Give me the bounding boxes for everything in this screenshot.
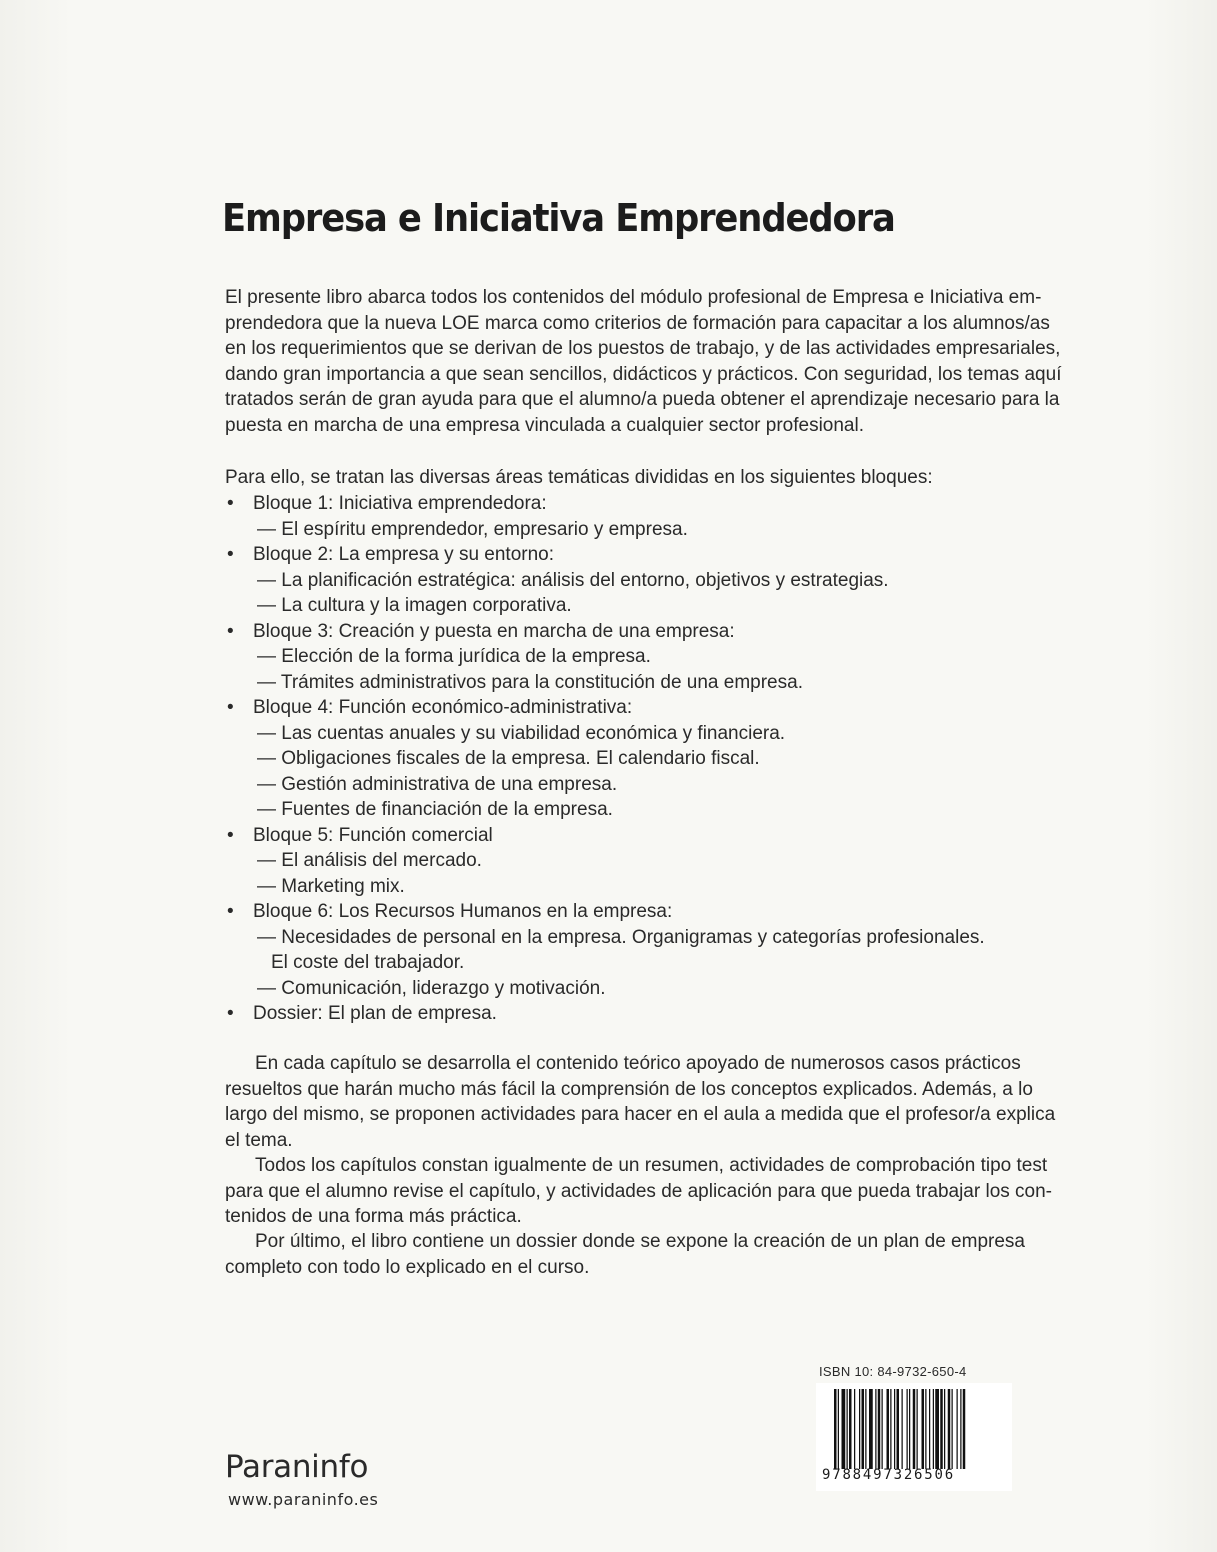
- barcode-bar: [963, 1389, 966, 1469]
- block-subitem: — Las cuentas anuales y su viabilidad económica y financiera.: [257, 722, 786, 744]
- paragraph-line: para que el alumno revise el capítulo, y actividades de aplicación para que pueda trabajar los con-: [225, 1180, 1053, 1202]
- bullet-icon: •: [227, 1003, 234, 1024]
- block-label: Bloque 6: Los Recursos Humanos en la empresa:: [253, 901, 673, 922]
- block-subitems: [253, 848, 985, 899]
- intro-line: El presente libro abarca todos los contenidos del módulo profesional de Empresa e Iniciativa em-: [225, 287, 1042, 308]
- bullet-icon: •: [227, 620, 234, 642]
- intro-line: tratados serán de gran ayuda para que el alumno/a pueda obtener el aprendizaje necesario para la: [225, 389, 1060, 410]
- barcode-bar: [902, 1389, 903, 1469]
- barcode: [816, 1383, 1012, 1491]
- closing-paragraph-1: [225, 1051, 1056, 1153]
- intro-paragraph: [225, 285, 1062, 438]
- intro-line: prendedora que la nueva LOE marca como criterios de formación para capacitar a los alumnos/as: [225, 312, 1050, 334]
- barcode-bar: [849, 1389, 852, 1469]
- bullet-icon: •: [227, 493, 234, 514]
- block-subitem: — Obligaciones fiscales de la empresa. El calendario fiscal.: [257, 748, 760, 769]
- barcode-bar: [944, 1389, 945, 1469]
- barcode-bar: [847, 1389, 848, 1469]
- block-subitem-continuation: El coste del trabajador.: [271, 952, 465, 973]
- bullet-icon: •: [227, 901, 234, 922]
- closing-paragraph-3: [225, 1229, 1025, 1280]
- paragraph-line: resueltos que harán mucho más fácil la comprensión de los conceptos explicados. Además, a lo: [225, 1078, 1033, 1100]
- block-subitem: — Fuentes de financiación de la empresa.: [257, 799, 613, 820]
- barcode-bar: [869, 1389, 873, 1469]
- block-subitem: — La planificación estratégica: análisis del entorno, objetivos y estrategias.: [257, 569, 889, 591]
- book-title: Empresa e Iniciativa Emprendedora: [222, 196, 895, 240]
- block-subitem: — Comunicación, liderazgo y motivación.: [257, 977, 606, 999]
- paragraph-line: Por último, el libro contiene un dossier donde se expone la creación de un plan de empresa: [255, 1231, 1025, 1252]
- barcode-bar: [865, 1389, 866, 1469]
- intro-line: puesta en marcha de una empresa vinculada a cualquier sector profesional.: [225, 414, 864, 436]
- barcode-bar: [834, 1389, 837, 1469]
- block-subitems: [253, 721, 985, 823]
- block-subitem: — La cultura y la imagen corporativa.: [257, 595, 572, 616]
- barcode-bar: [957, 1389, 958, 1469]
- block-subitems: [253, 644, 985, 695]
- barcode-bar: [929, 1389, 930, 1469]
- block-item: [225, 823, 985, 900]
- barcode-bar: [948, 1389, 951, 1469]
- block-label: Bloque 5: Función comercial: [253, 824, 493, 846]
- bullet-icon: •: [227, 824, 234, 846]
- block-item: [225, 695, 985, 823]
- block-subitems: [253, 568, 985, 619]
- barcode-bar: [842, 1389, 846, 1469]
- barcode-bar: [890, 1389, 891, 1469]
- barcode-bar: [925, 1389, 926, 1469]
- barcode-bar: [960, 1389, 961, 1469]
- barcode-bar: [952, 1389, 953, 1469]
- block-subitem: — El espíritu emprendedor, empresario y empresa.: [257, 518, 688, 540]
- block-label: Bloque 1: Iniciativa emprendedora:: [253, 493, 547, 514]
- intro-line: en los requerimientos que se derivan de los puestos de trabajo, y de las actividades empresariales,: [225, 338, 1061, 359]
- barcode-bar: [935, 1389, 939, 1469]
- publisher-website: www.paraninfo.es: [228, 1490, 379, 1509]
- bullet-icon: •: [227, 697, 234, 718]
- barcode-bar: [940, 1389, 943, 1469]
- barcode-bar: [913, 1389, 916, 1469]
- block-subitems: [253, 517, 985, 543]
- barcode-bar: [909, 1389, 910, 1469]
- barcode-bar: [862, 1389, 865, 1469]
- bullet-icon: •: [227, 544, 234, 565]
- block-label: Bloque 2: La empresa y su entorno:: [253, 544, 555, 565]
- intro-line: dando gran importancia a que sean sencillos, didácticos y prácticos. Con seguridad, los temas aquí: [225, 363, 1062, 385]
- paragraph-line: completo con todo lo explicado en el curso.: [225, 1256, 590, 1278]
- block-item: [225, 1001, 985, 1027]
- paragraph-line: tenidos de una forma más práctica.: [225, 1206, 522, 1227]
- barcode-bar: [894, 1389, 895, 1469]
- barcode-bar: [907, 1389, 908, 1469]
- block-subitem: — El análisis del mercado.: [257, 850, 482, 871]
- publisher-logo: Paraninfo: [225, 1449, 369, 1485]
- block-subitems: [253, 925, 985, 1002]
- barcode-bars: [834, 1389, 1004, 1469]
- block-label: Dossier: El plan de empresa.: [253, 1003, 497, 1024]
- barcode-digits: 9788497326506: [822, 1467, 955, 1483]
- closing-paragraph-2: [225, 1153, 1053, 1230]
- block-subitem: — Trámites administrativos para la constitución de una empresa.: [257, 671, 803, 693]
- blocks-lead: Para ello, se tratan las diversas áreas temáticas divididas en los siguientes bloques:: [225, 467, 933, 488]
- blocks-list: [225, 491, 985, 1027]
- barcode-bar: [933, 1389, 934, 1469]
- block-label: Bloque 4: Función económico-administrativa:: [253, 697, 633, 718]
- paragraph-line: Todos los capítulos constan igualmente de un resumen, actividades de comprobación tipo test: [255, 1155, 1048, 1176]
- block-item: [225, 542, 985, 619]
- paragraph-line: el tema.: [225, 1129, 293, 1151]
- block-subitem: — Elección de la forma jurídica de la empresa.: [257, 646, 651, 667]
- barcode-bar: [882, 1389, 883, 1469]
- barcode-bar: [897, 1389, 900, 1469]
- barcode-bar: [859, 1389, 860, 1469]
- paragraph-line: En cada capítulo se desarrolla el contenido teórico apoyado de numerosos casos prácticos: [255, 1053, 1021, 1074]
- paragraph-line: largo del mismo, se proponen actividades para hacer en el aula a medida que el profesor/a explica: [225, 1104, 1056, 1125]
- block-item: [225, 619, 985, 696]
- barcode-bar: [887, 1389, 890, 1469]
- block-label: Bloque 3: Creación y puesta en marcha de una empresa:: [253, 620, 735, 642]
- block-subitem: — Necesidades de personal en la empresa. Organigramas y categorías profesionales.: [257, 926, 985, 948]
- barcode-bar: [922, 1389, 925, 1469]
- barcode-bar: [854, 1389, 855, 1469]
- block-subitem: — Gestión administrativa de una empresa.: [257, 773, 618, 795]
- barcode-bar: [878, 1389, 881, 1469]
- barcode-bar: [917, 1389, 918, 1469]
- barcode-bar: [875, 1389, 876, 1469]
- block-item: [225, 899, 985, 1001]
- block-item: [225, 491, 985, 542]
- block-subitem: — Marketing mix.: [257, 875, 405, 897]
- isbn-10: ISBN 10: 84-9732-650-4: [819, 1364, 967, 1379]
- barcode-bar: [838, 1389, 839, 1469]
